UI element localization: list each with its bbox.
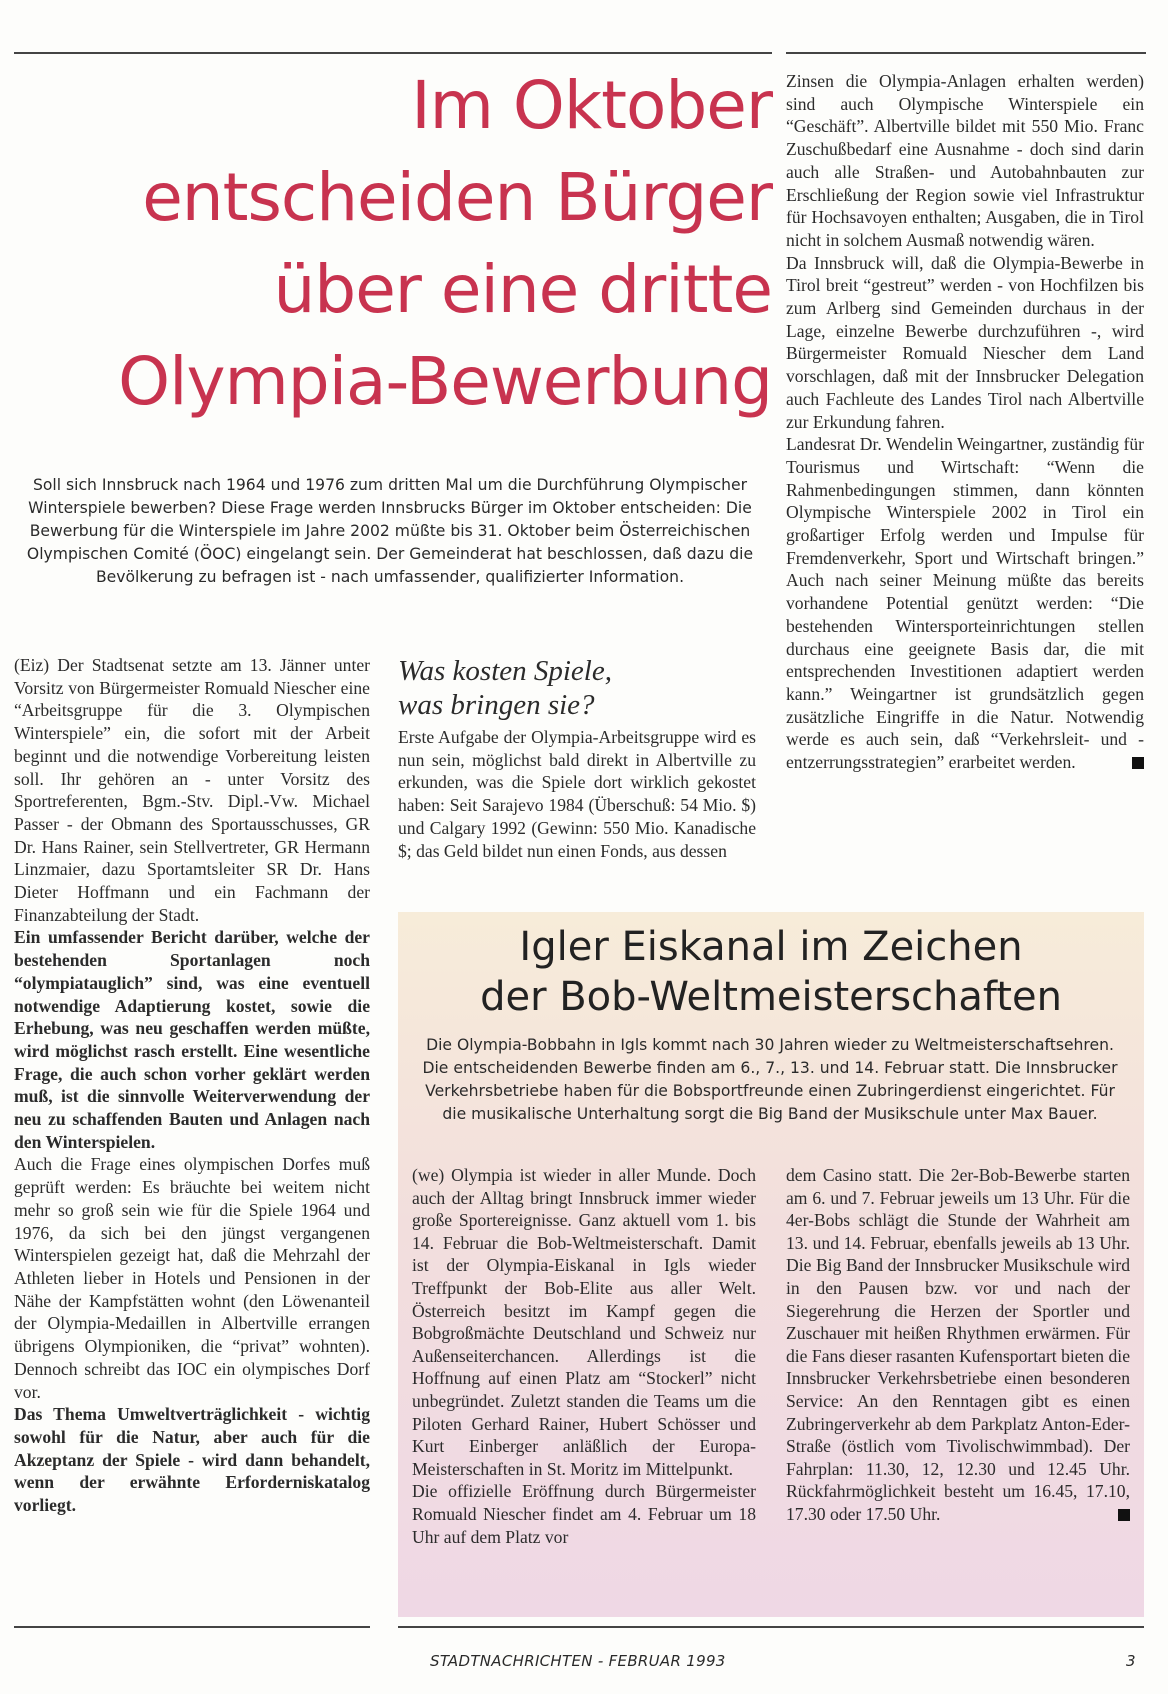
- subheading-line: was bringen sie?: [398, 689, 595, 721]
- paragraph: Zinsen die Olympia-Anlagen erhalten werden) sind auch Olympische Winterspiele ein “Geschäft”. Albertville bildet mit 550 Mio. Franc Zuschußbedarf eine Ausnahme - doch sind darin auch alle Straßen- und Autobahnbauten zur Erschließung der Region sowie viel Infrastruktur für Hochsavoyen enthalten; Ausgaben, die in Tirol nicht in solchem Ausmaß notwendig wären.: [786, 71, 1144, 250]
- bottom-rule-left: [14, 1626, 370, 1628]
- top-rule-right: [786, 52, 1146, 54]
- paragraph-bold: Ein umfassender Bericht darüber, welche der bestehenden Sportanlagen noch “olympiatauglich” sind, was eine eventuell notwendige Adaptierung kostet, sowie die Erhebung, was neu geschaffen werden müßte, wird möglichst rasch erstellt. Eine wesentliche Frage, die auch schon vorher geklärt werden muß, ist die sinnvolle Weiterverwendung der neu zu schaffenden Bauten und Anlagen nach den Winterspielen.: [14, 927, 370, 1152]
- publication-footer: STADTNACHRICHTEN - FEBRUAR 1993: [430, 1652, 726, 1670]
- main-article-column-1: [14, 654, 370, 1517]
- paragraph: Erste Aufgabe der Olympia-Arbeitsgruppe wird es nun sein, möglichst bald direkt in Albertville zu erkunden, was die Spiele dort wirklich gekostet haben: Seit Sarajevo 1984 (Überschuß: 54 Mio. $) und Calgary 1992 (Gewinn: 550 Mio. Kanadische $; das Geld bildet nun einen Fonds, aus dessen: [398, 727, 756, 861]
- paragraph-last: [786, 433, 1144, 774]
- bottom-rule-right: [398, 1626, 1144, 1628]
- top-rule-left: [14, 52, 772, 54]
- main-headline-line: entscheiden Bürger: [142, 159, 772, 236]
- main-article-column-2: [398, 654, 756, 862]
- paragraph-text: dem Casino statt. Die 2er-Bob-Bewerbe starten am 6. und 7. Februar jeweils um 13 Uhr. Für die 4er-Bobs schlägt die Stunde der Wahrheit am 13. und 14. Februar, ebenfalls jeweils ab 13 Uhr. Die Big Band der Innsbrucker Musikschule wird in den Pausen bzw. vor und nach der Siegerehrung die Herzen der Sportler und Zuschauer mit heißen Rhythmen erwärmen. Für die Fans dieser rasanten Kufensportart bieten die Innsbrucker Verkehrsbetriebe einen besonderen Service: An den Renntagen gibt es einen Zubringerverkehr ab dem Parkplatz Anton-Eder-Straße (östlich vom Tivolischwimmbad). Der Fahrplan: 11.30, 12, 12.30 und 12.45 Uhr. Rückfahrmöglichkeit besteht um 16.45, 17.10, 17.30 oder 17.50 Uhr.: [786, 1165, 1130, 1524]
- subheading: [398, 654, 756, 722]
- main-article-column-3: [786, 70, 1144, 774]
- box-lead: Die Olympia-Bobbahn in Igls kommt nach 30 Jahren wieder zu Weltmeisterschaftsehren. Die entscheidenden Bewerbe finden am 6., 7., 13. und 14. Februar statt. Die Innsbrucker Verkehrsbetriebe haben für die Bobsportfreunde einen Zubringerdienst eingerichtet. Für die musikalische Unterhaltung sorgt die Big Band der Musikschule unter Max Bauer.: [422, 1036, 1118, 1123]
- paragraph-text: Landesrat Dr. Wendelin Weingartner, zuständig für Tourismus und Wirtschaft: “Wenn die Rahmenbedingungen stimmen, dann könnten Olympische Winterspiele 2002 in Tirol ein großartiger Erfolg werden und Impulse für Fremdenverkehr, Sport und Wirtschaft bringen.” Auch nach seiner Meinung müßte das bereits vorhandene Potential genützt werden: “Die bestehenden Wintersporteinrichtungen stellen durchaus eine geeignete Basis dar, die mit entsprechenden Investitionen adaptiert werden kann.” Weingartner ist grundsätzlich gegen zusätzliche Eingriffe in die Natur. Notwendig werde es auch sein, daß “Verkehrsleit- und -entzerrungsstrategien” erarbeitet werden.: [786, 434, 1144, 773]
- box-headline-line: der Bob-Weltmeisterschaften: [480, 974, 1062, 1020]
- paragraph: Auch die Frage eines olympischen Dorfes muß geprüft werden: Es bräuchte bei weitem nicht mehr so groß sein wie für die Spiele 1964 und 1976, da sich bei den jüngst vergangenen Winterspielen gezeigt hat, daß die Mehrzahl der Athleten lieber in Hotels und Pensionen in der Nähe der Kampfstätten wohnt (den Löwenanteil der Olympia-Medaillen in Albertville errangen übrigens Olympioniken, die “privat” wohnten). Dennoch schreibt das IOC ein olympisches Dorf vor.: [14, 1154, 370, 1402]
- box-article-column-1: [412, 1164, 756, 1548]
- subheading-line: Was kosten Spiele,: [398, 655, 612, 687]
- main-headline-line: Olympia-Bewerbung: [118, 343, 772, 420]
- page-number: 3: [1126, 1652, 1136, 1670]
- paragraph: Die offizielle Eröffnung durch Bürgermeister Romuald Niescher findet am 4. Februar um 18 Uhr auf dem Platz vor: [412, 1481, 756, 1547]
- box-headline: [398, 912, 1144, 1022]
- paragraph: Da Innsbruck will, daß die Olympia-Bewerbe in Tirol breit “gestreut” werden - von Hochfilzen bis zum Arlberg sind Gemeinden durchaus in der Lage, einzelne Bewerbe durchzuführen -, wird Bürgermeister Romuald Niescher dem Land vorschlagen, daß mit der Innsbrucker Delegation auch Fachleute des Landes Tirol nach Albertville zur Erkundung fahren.: [786, 252, 1144, 432]
- end-mark-icon: [1132, 757, 1144, 769]
- main-intro: Soll sich Innsbruck nach 1964 und 1976 zum dritten Mal um die Durchführung Olympischer Winterspiele bewerben? Diese Frage werden Innsbrucks Bürger im Oktober entscheiden: Die Bewerbung für die Winterspiele im Jahre 2002 müßte bis 31. Oktober beim Österreichischen Olympischen Comité (ÖOC) eingelangt sein. Der Gemeinderat hat beschlossen, daß dazu die Bevölkerung zu befragen ist - nach umfassender, qualifizierter Information.: [26, 476, 754, 586]
- box-article-column-2: [786, 1164, 1130, 1526]
- paragraph: (we) Olympia ist wieder in aller Munde. Doch auch der Alltag bringt Innsbruck immer wieder große Sportereignisse. Ganz aktuell vom 1. bis 14. Februar die Bob-Weltmeisterschaft. Damit ist der Olympia-Eiskanal in Igls wieder Treffpunkt der Bob-Elite aus aller Welt. Österreich besitzt im Kampf gegen die Bobgroßmächte Deutschland und Schweiz nur Außenseiterchancen. Allerdings ist die Hoffnung auf einen Platz am “Stockerl” nicht unbegründet. Zuletzt standen die Teams um die Piloten Gerhard Rainer, Hubert Schösser und Kurt Einberger anläßlich der Europa-Meisterschaften in St. Moritz im Mittelpunkt.: [412, 1165, 756, 1479]
- paragraph-bold: Das Thema Umweltverträglichkeit - wichtig sowohl für die Natur, aber auch für die Akzeptanz der Spiele - wird dann behandelt, wenn der erwähnte Erforderniskatalog vorliegt.: [14, 1404, 370, 1516]
- paragraph: (Eiz) Der Stadtsenat setzte am 13. Jänner unter Vorsitz von Bürgermeister Romuald Niescher eine “Arbeitsgruppe für die 3. Olympischen Winterspiele” ein, die sofort mit der Arbeit beginnt und die notwendige Vorbereitung leisten soll. Ihr gehören an - unter Vorsitz des Sportreferenten, Bgm.-Stv. Dipl.-Vw. Michael Passer - der Obmann des Sportausschusses, GR Dr. Hans Rainer, sein Stellvertreter, GR Hermann Linzmaier, dazu Sportamtsleiter SR Dr. Hans Dieter Hoffmann und ein Fachmann der Finanzabteilung der Stadt.: [14, 655, 370, 925]
- main-headline-line: über eine dritte: [273, 251, 772, 328]
- box-headline-line: Igler Eiskanal im Zeichen: [519, 924, 1023, 970]
- end-mark-icon: [1118, 1509, 1130, 1521]
- main-headline-line: Im Oktober: [411, 67, 772, 144]
- main-headline: [14, 60, 772, 428]
- paragraph-last: [786, 1164, 1130, 1526]
